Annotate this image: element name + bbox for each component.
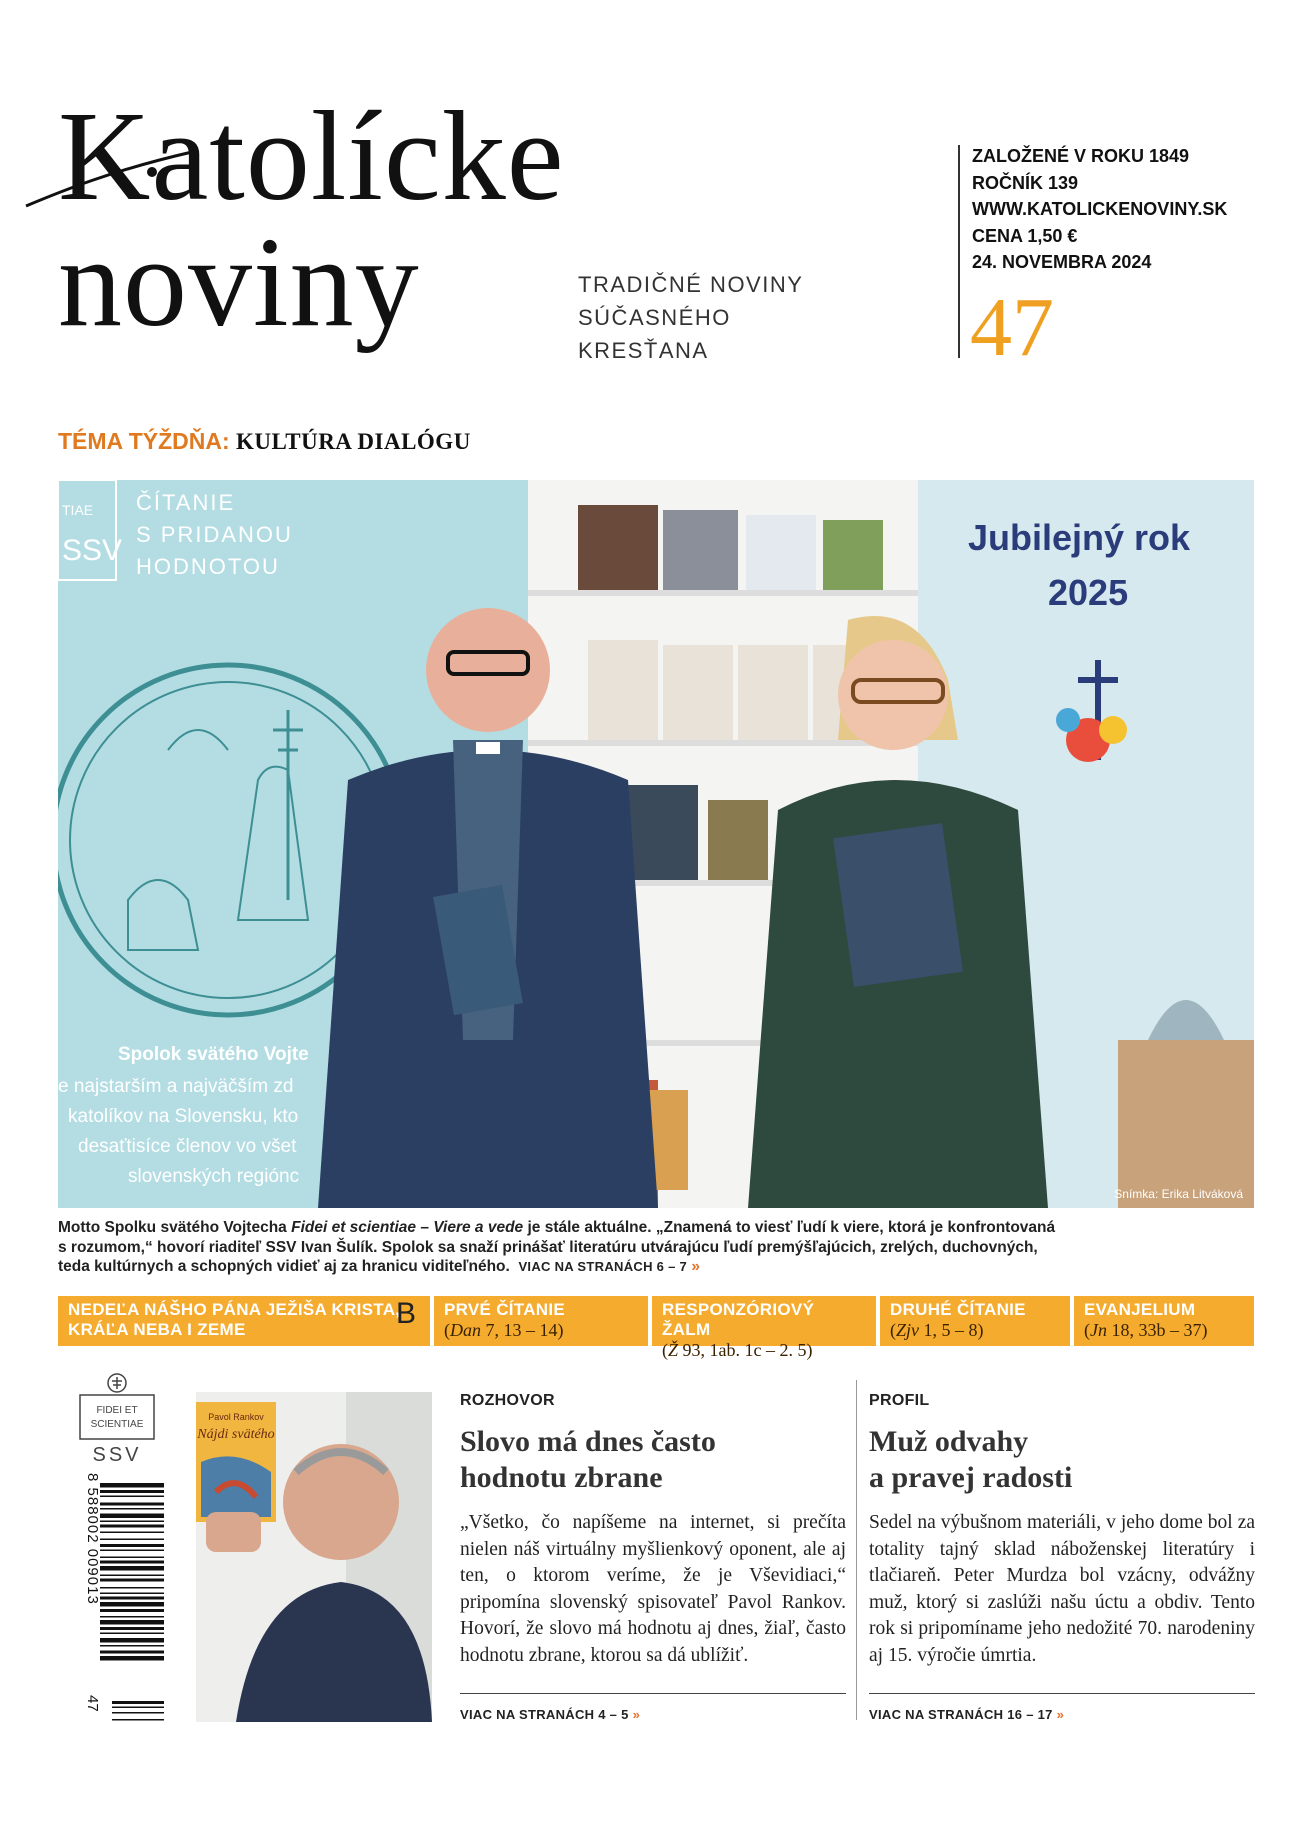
banner-line: HODNOTOU — [136, 554, 280, 579]
issue-number: 47 — [970, 281, 1054, 374]
barcode-bar — [100, 1620, 164, 1625]
caption-more-link[interactable]: VIAC NA STRANÁCH 6 – 7 — [518, 1259, 688, 1274]
article-headline[interactable] — [869, 1424, 1255, 1496]
barcode-bar — [100, 1616, 164, 1618]
article-body: „Všetko, čo napíšeme na internet, si prečíta nielen náš virtuálny myšlienkový oponent, ale aj ten, o ktorom veríme, že je Vševidiaci,“ pripomína slovenský spisovateľ Pavol Rankov. Hovorí, že slovo má hodnotu aj dnes, žiaľ, často hodnotu zbrane, ktorou sa dá ublížiť. — [460, 1512, 846, 1666]
poster-title: Jubilejný rok — [968, 517, 1191, 558]
barcode-bar — [100, 1483, 164, 1488]
logo-text: FIDEI ET — [96, 1405, 138, 1416]
barcode-addon-bar — [112, 1719, 164, 1721]
barcode-bar — [100, 1651, 164, 1654]
caption-motto-sk: Viere a vede — [433, 1219, 524, 1236]
reading-book: Zjv — [896, 1320, 920, 1340]
chevron-right-icon: » — [1056, 1707, 1065, 1722]
barcode-bars — [100, 1483, 164, 1723]
barcode-addon: 47 — [84, 1695, 101, 1712]
wall-text: katolíkov na Slovensku, kto — [68, 1106, 299, 1127]
barcode-bar — [100, 1602, 164, 1607]
article-more-link[interactable] — [460, 1707, 640, 1722]
reading-ref: 18, 33b – 37) — [1107, 1320, 1208, 1340]
article-body: Sedel na výbušnom materiáli, v jeho dome bol za totality tajný sklad náboženskej literatúry i tlačiareň. Peter Murdza bol vzácny, odvážny muž, ktorý si zaslúži našu úctu a obdiv. Tento rok si pripomíname jeho nedožité 70. narodeniny aj 15. výročie úmrtia. — [869, 1512, 1255, 1666]
reading-title: PRVÉ ČÍTANIE — [444, 1300, 566, 1319]
wall-text: Spolok svätého Vojte — [118, 1044, 309, 1065]
price-text: CENA 1,50 € — [972, 225, 1078, 246]
book-title: Nájdi svätého — [197, 1427, 275, 1442]
tagline-line: TRADIČNÉ NOVINY — [578, 272, 804, 297]
barcode-addon-bar — [112, 1707, 164, 1709]
article-kicker: PROFIL — [869, 1392, 930, 1409]
masthead-line-1: Katolícke — [58, 85, 565, 227]
sunday-line: KRÁĽA NEBA I ZEME — [68, 1320, 246, 1339]
barcode-addon-bar — [112, 1701, 164, 1704]
caption-motto-latin: Fidei et scientiae — [291, 1219, 417, 1236]
article-profile[interactable] — [869, 1392, 1255, 1669]
banner-line: ČÍTANIE — [136, 490, 236, 515]
article-interview[interactable] — [460, 1392, 846, 1669]
barcode — [70, 1373, 170, 1723]
reading-title: DRUHÉ ČÍTANIE — [890, 1300, 1026, 1319]
masthead-logo[interactable] — [58, 85, 565, 353]
barcode-bar — [100, 1561, 164, 1564]
article-kicker: ROZHOVOR — [460, 1392, 555, 1409]
article-rule — [869, 1693, 1255, 1694]
reading-box[interactable]: EVANJELIUM (Jn 18, 33b – 37) — [1074, 1296, 1254, 1346]
headline-line: Muž odvahy — [869, 1425, 1029, 1458]
barcode-bar — [100, 1593, 164, 1595]
sunday-line: NEDEĽA NÁŠHO PÁNA JEŽIŠA KRISTA, — [68, 1300, 401, 1319]
barcode-bar — [100, 1525, 164, 1528]
rankov-illustration — [196, 1392, 432, 1722]
liturgical-cycle: B — [395, 1297, 416, 1330]
theme-label: TÉMA TÝŽDŇA: — [58, 428, 230, 454]
photo-credit: Snímka: Erika Litváková — [1114, 1187, 1243, 1201]
headline-line: Slovo má dnes často — [460, 1425, 716, 1458]
barcode-digits: 8 588002 009013 — [84, 1473, 101, 1605]
more-text: VIAC NA STRANÁCH 4 – 5 — [460, 1707, 629, 1722]
barcode-bar — [100, 1550, 164, 1552]
caption-dash: – — [416, 1219, 434, 1236]
article-headline[interactable] — [460, 1424, 846, 1496]
tagline-line: SÚČASNÉHO — [578, 305, 731, 330]
reading-book: Dan — [450, 1320, 481, 1340]
barcode-bar — [100, 1645, 164, 1647]
tagline — [578, 268, 803, 367]
issue-info — [972, 143, 1227, 276]
logo-ssv: SSV — [92, 1444, 142, 1466]
barcode-bar — [100, 1566, 164, 1571]
ssv-logo — [80, 1374, 154, 1466]
barcode-bar — [100, 1532, 164, 1534]
reading-ref: 93, 1ab. 1c – 2. 5) — [678, 1340, 813, 1360]
website-link[interactable]: WWW.KATOLICKENOVINY.SK — [972, 199, 1228, 219]
rankov-photo[interactable] — [196, 1392, 432, 1722]
reading-book: Ž — [668, 1340, 679, 1360]
barcode-bar — [100, 1575, 164, 1577]
barcode-bar — [100, 1587, 164, 1589]
column-divider — [856, 1380, 857, 1720]
volume-text: ROČNÍK 139 — [972, 172, 1079, 193]
caption-text: Motto Spolku svätého Vojtecha — [58, 1219, 292, 1236]
article-rule — [460, 1693, 846, 1694]
chevron-right-icon: » — [691, 1258, 701, 1275]
barcode-bar — [100, 1656, 164, 1661]
liturgy-bar — [58, 1296, 1254, 1360]
barcode-addon-bar — [112, 1712, 164, 1714]
more-text: VIAC NA STRANÁCH 16 – 17 — [869, 1707, 1053, 1722]
wall-text: desaťtisíce členov vo všet — [78, 1136, 297, 1157]
book-author: Pavol Rankov — [208, 1412, 264, 1422]
barcode-bar — [100, 1627, 164, 1630]
barcode-bar — [100, 1638, 164, 1643]
barcode-bar — [100, 1496, 164, 1498]
chevron-right-icon: » — [632, 1707, 641, 1722]
reading-book: Jn — [1090, 1320, 1107, 1340]
sunday-box — [58, 1296, 430, 1346]
headline-line: hodnotu zbrane — [460, 1461, 663, 1494]
masthead-line-2: noviny — [58, 211, 420, 353]
headline-line: a pravej radosti — [869, 1461, 1073, 1494]
reading-box[interactable]: DRUHÉ ČÍTANIE (Zjv 1, 5 – 8) — [880, 1296, 1070, 1346]
founded-text: ZALOŽENÉ V ROKU 1849 — [972, 146, 1190, 166]
reading-title: EVANJELIUM — [1084, 1300, 1196, 1319]
banner-line: S PRIDANOU — [136, 522, 293, 547]
banner-logo-text: TIAE — [62, 502, 94, 518]
barcode-bar — [100, 1539, 164, 1541]
barcode-bar — [100, 1490, 164, 1493]
photo-caption — [58, 1218, 1058, 1277]
cover-photo-illustration — [58, 480, 1254, 1208]
banner-logo-ssv: SSV — [62, 534, 123, 567]
date-text: 24. NOVEMBRA 2024 — [972, 252, 1152, 272]
barcode-bar — [100, 1609, 164, 1612]
reading-box[interactable]: RESPONZÓRIOVÝ ŽALM (Ž 93, 1ab. 1c – 2. 5) — [652, 1296, 876, 1346]
article-more-link[interactable] — [869, 1707, 1064, 1722]
barcode-bar — [100, 1514, 164, 1519]
reading-ref: 7, 13 – 14) — [481, 1320, 564, 1340]
barcode-bar — [100, 1597, 164, 1600]
tagline-line: KRESŤANA — [578, 338, 709, 363]
barcode-bar — [100, 1633, 164, 1635]
barcode-bar — [100, 1544, 164, 1547]
barcode-bar — [100, 1521, 164, 1523]
barcode-bar — [100, 1557, 164, 1559]
wall-text: slovenských regiónc — [128, 1166, 300, 1187]
reading-title: RESPONZÓRIOVÝ ŽALM — [662, 1300, 815, 1339]
logo-text: SCIENTIAE — [90, 1419, 144, 1430]
barcode-bar — [100, 1503, 164, 1506]
barcode-bar — [100, 1579, 164, 1582]
info-divider — [958, 145, 960, 358]
theme-of-week[interactable] — [58, 428, 471, 455]
reading-box[interactable]: PRVÉ ČÍTANIE (Dan 7, 13 – 14) — [434, 1296, 648, 1346]
wall-text: e najstarším a najväčším zd — [58, 1076, 294, 1097]
reading-ref: 1, 5 – 8) — [919, 1320, 984, 1340]
cover-photo[interactable] — [58, 480, 1254, 1208]
caption-text: je stále aktuálne. „Znamená to viesť ľudí k viere, ktorá je konfrontovaná s rozumom,“ hovorí riaditeľ SSV Ivan Šulík. Spolok sa snaží prinášať literatúru utvárajúcu ľudí premýšľajúcich, zrelých, duchovných, teda kultúrnych a schopných vidieť aj za hranicu viditeľného. — [58, 1219, 1056, 1275]
theme-value: KULTÚRA DIALÓGU — [236, 429, 471, 454]
barcode-bar — [100, 1508, 164, 1510]
poster-year: 2025 — [1048, 572, 1129, 613]
